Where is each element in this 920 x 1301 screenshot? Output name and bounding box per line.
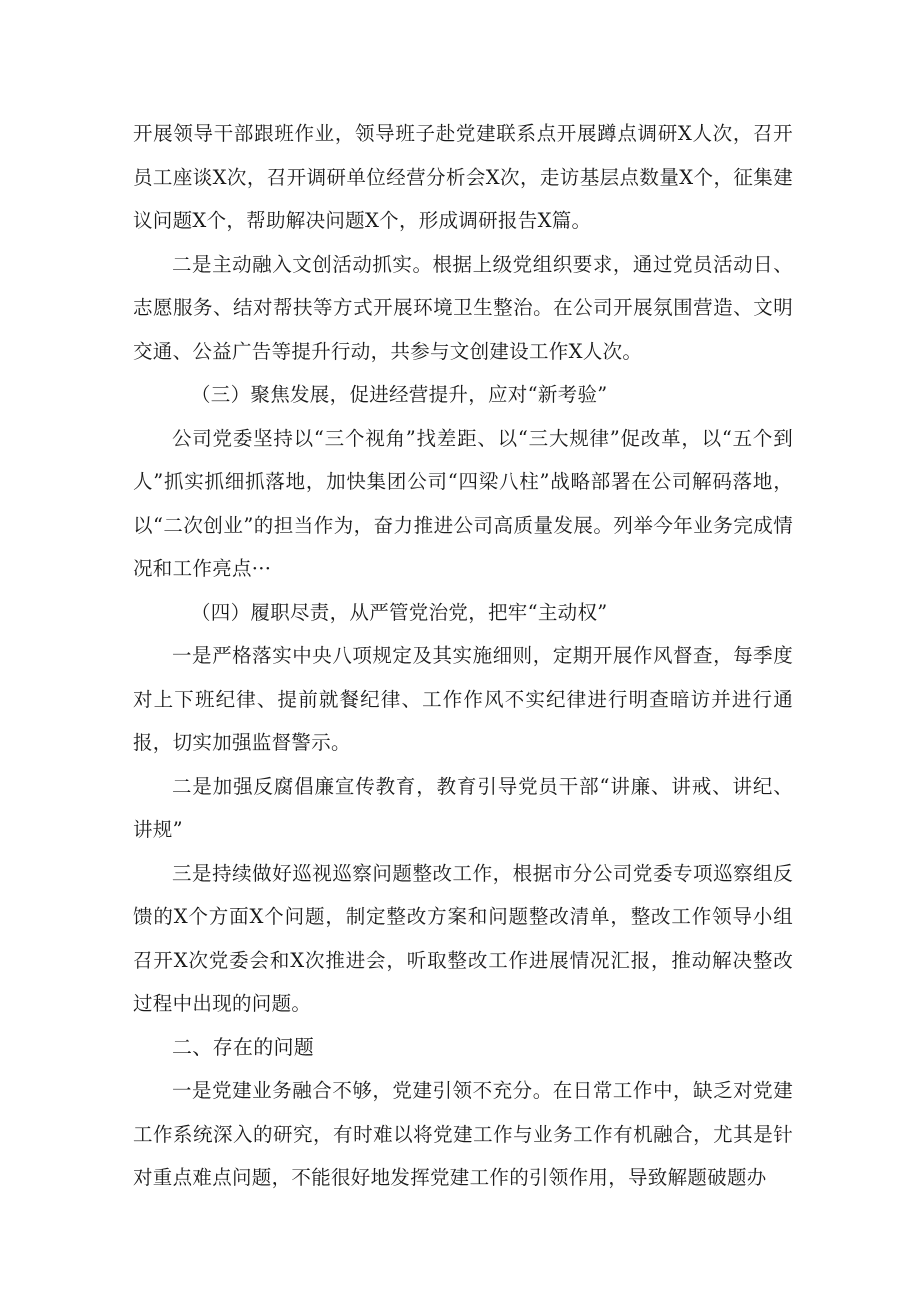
paragraph-inspection-rectification: 三是持续做好巡视巡察问题整改工作，根据市分公司党委专项巡察组反馈的X个方面X个问题，制定整改方案和问题整改清单，整改工作领导小组召开X次党委会和X次推进会，听取整改工作进展情况汇报，推动解决整改过程中出现的问题。 bbox=[133, 861, 793, 1015]
paragraph-integration-problem: 一是党建业务融合不够，党建引领不充分。在日常工作中，缺乏对党建工作系统深入的研究，有时难以将党建工作与业务工作有机融合，尤其是针对重点难点问题，不能很好地发挥党建工作的引领作用，导致解题破题办 bbox=[133, 1079, 793, 1189]
paragraph-research-activities: 开展领导干部跟班作业，领导班子赴党建联系点开展蹲点调研X人次，召开员工座谈X次，召开调研单位经营分析会X次，走访基层点数量X个，征集建议问题X个，帮助解决问题X个，形成调研报告X篇。 bbox=[133, 122, 793, 232]
subheading-strict-governance: （四）履职尽责，从严管党治党，把牢“主动权” bbox=[191, 600, 608, 624]
paragraph-anti-corruption: 二是加强反腐倡廉宣传教育，教育引导党员干部“讲廉、讲戒、讲纪、讲规” bbox=[133, 774, 793, 841]
paragraph-eight-rules: 一是严格落实中央八项规定及其实施细则，定期开展作风督查，每季度对上下班纪律、提前就餐纪律、工作作风不实纪律进行明查暗访并进行通报，切实加强监督警示。 bbox=[133, 644, 793, 754]
paragraph-civilization-activities: 二是主动融入文创活动抓实。根据上级党组织要求，通过党员活动日、志愿服务、结对帮扶等方式开展环境卫生整治。在公司开展氛围营造、文明交通、公益广告等提升行动，共参与文创建设工作X人次。 bbox=[133, 252, 793, 363]
document-body bbox=[133, 112, 793, 1200]
paragraph-party-committee-reform: 公司党委坚持以“三个视角”找差距、以“三大规律”促改革，以“五个到人”抓实抓细抓落地，加快集团公司“四梁八柱”战略部署在公司解码落地，以“二次创业”的担当作为，奋力推进公司高质量发展。列举今年业务完成情况和工作亮点··· bbox=[133, 426, 793, 580]
section-heading-problems: 二、存在的问题 bbox=[172, 1034, 315, 1059]
subheading-focus-development: （三）聚焦发展，促进经营提升，应对“新考验” bbox=[191, 383, 608, 406]
